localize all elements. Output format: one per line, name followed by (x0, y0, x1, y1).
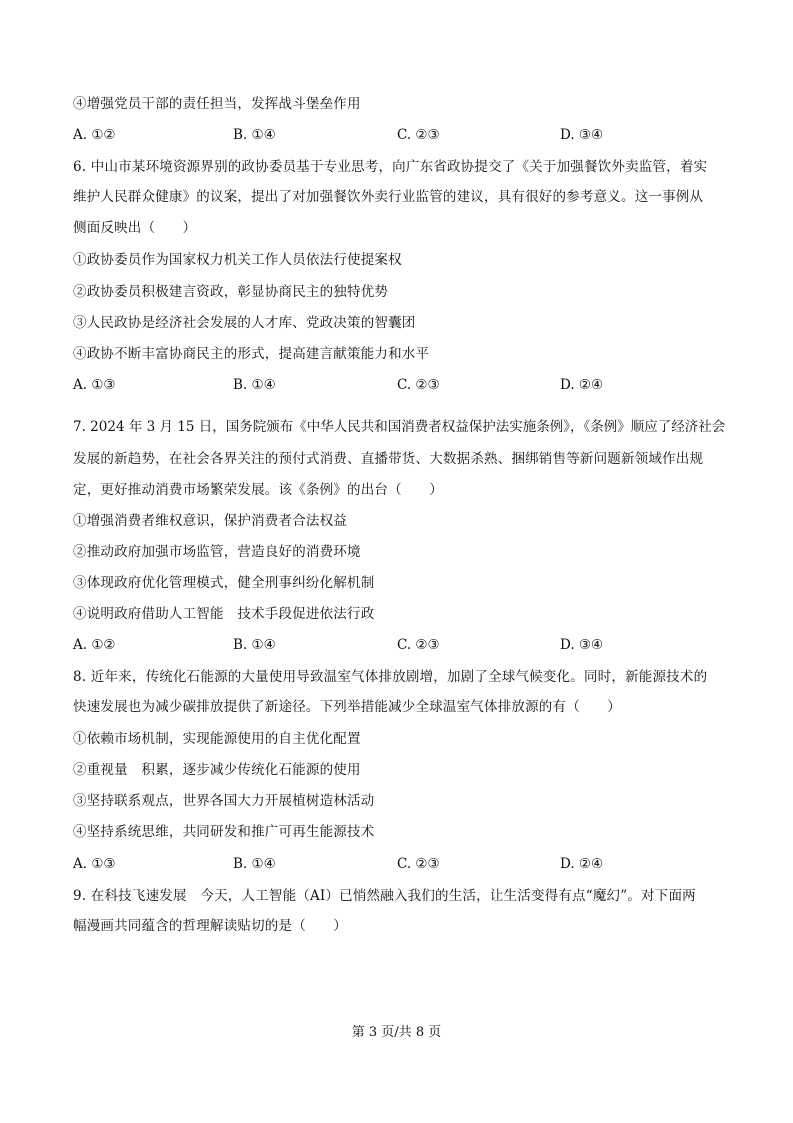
q7-choice-d: D. ③④ (560, 637, 604, 653)
q7-stem-line-2: 发展的新趋势，在社会各界关注的预付式消费、直播带货、大数据杀熟、捆绑销售等新问题新领域作出规 (73, 451, 704, 467)
q7-option-1: ①增强消费者维权意识，保护消费者合法权益 (73, 513, 347, 529)
q6-option-1: ①政协委员作为国家权力机关工作人员依法行使提案权 (73, 252, 402, 268)
q7-stem-line-3: 定，更好推动消费市场繁荣发展。该《条例》的出台（ ） (73, 482, 443, 498)
q5-choice-b: B. ①④ (233, 127, 276, 143)
q9-stem-line-1: 9. 在科技飞速发展 今天，人工智能（AI）已悄然融入我们的生活，让生活变得有点“魔幻”。对下面两 (73, 888, 696, 904)
q6-option-3: ③人民政协是经济社会发展的人才库、党政决策的智囊团 (73, 315, 416, 331)
q8-choices (73, 855, 733, 873)
q8-choice-b: B. ①④ (233, 856, 276, 872)
q6-choices (73, 376, 733, 394)
q7-choice-c: C. ②③ (397, 637, 440, 653)
q8-stem-line-1: 8. 近年来，传统化石能源的大量使用导致温室气体排放剧增，加剧了全球气候变化。同时，新能源技术的 (73, 669, 708, 685)
q7-choices (73, 636, 733, 654)
q8-option-3: ③坚持联系观点，世界各国大力开展植树造林活动 (73, 793, 375, 809)
q8-stem-line-2: 快速发展也为减少碳排放提供了新途径。下列举措能减少全球温室气体排放源的有（ ） (73, 699, 621, 715)
q6-option-2: ②政协委员积极建言资政，彰显协商民主的独特优势 (73, 284, 389, 300)
q6-stem-line-3: 侧面反映出（ ） (73, 220, 197, 236)
q8-option-2: ②重视量 积累，逐步减少传统化石能源的使用 (73, 762, 361, 778)
q7-stem-line-1: 7. 2024 年 3 月 15 日，国务院颁布《中华人民共和国消费者权益保护法实施条例》，《条例》顺应了经济社会 (73, 419, 726, 435)
q7-choice-b: B. ①④ (233, 637, 276, 653)
q5-option-4: ④增强党员干部的责任担当，发挥战斗堡垒作用 (73, 96, 361, 112)
q8-choice-a: A. ①③ (73, 856, 116, 872)
q6-choice-c: C. ②③ (397, 377, 440, 393)
q6-stem-line-2: 维护人民群众健康》的议案，提出了对加强餐饮外卖行业监管的建议，具有很好的参考意义。这一事例从 (73, 189, 704, 205)
q9-stem-line-2: 幅漫画共同蕴含的哲理解读贴切的是（ ） (73, 918, 347, 934)
q7-option-2: ②推动政府加强市场监管，营造良好的消费环境 (73, 544, 361, 560)
q8-option-1: ①依赖市场机制，实现能源使用的自主优化配置 (73, 731, 361, 747)
q6-choice-a: A. ①③ (73, 377, 116, 393)
q8-choice-d: D. ②④ (560, 856, 604, 872)
q8-choice-c: C. ②③ (397, 856, 440, 872)
q5-choice-c: C. ②③ (397, 127, 440, 143)
q7-option-3: ③体现政府优化管理模式，健全刑事纠纷化解机制 (73, 575, 375, 591)
q6-option-4: ④政协不断丰富协商民主的形式，提高建言献策能力和水平 (73, 346, 430, 362)
q5-choices (73, 126, 733, 144)
q7-choice-a: A. ①② (73, 637, 116, 653)
q8-option-4: ④坚持系统思维，共同研发和推广可再生能源技术 (73, 824, 375, 840)
q7-option-4: ④说明政府借助人工智能 技术手段促进依法行政 (73, 606, 375, 622)
q6-choice-b: B. ①④ (233, 377, 276, 393)
q6-choice-d: D. ②④ (560, 377, 604, 393)
q5-choice-a: A. ①② (73, 127, 116, 143)
q5-choice-d: D. ③④ (560, 127, 604, 143)
page-footer: 第 3 页/共 8 页 (351, 1025, 442, 1040)
q6-stem-line-1: 6. 中山市某环境资源界别的政协委员基于专业思考，向广东省政协提交了《关于加强餐饮外卖监管，着实 (73, 159, 708, 175)
